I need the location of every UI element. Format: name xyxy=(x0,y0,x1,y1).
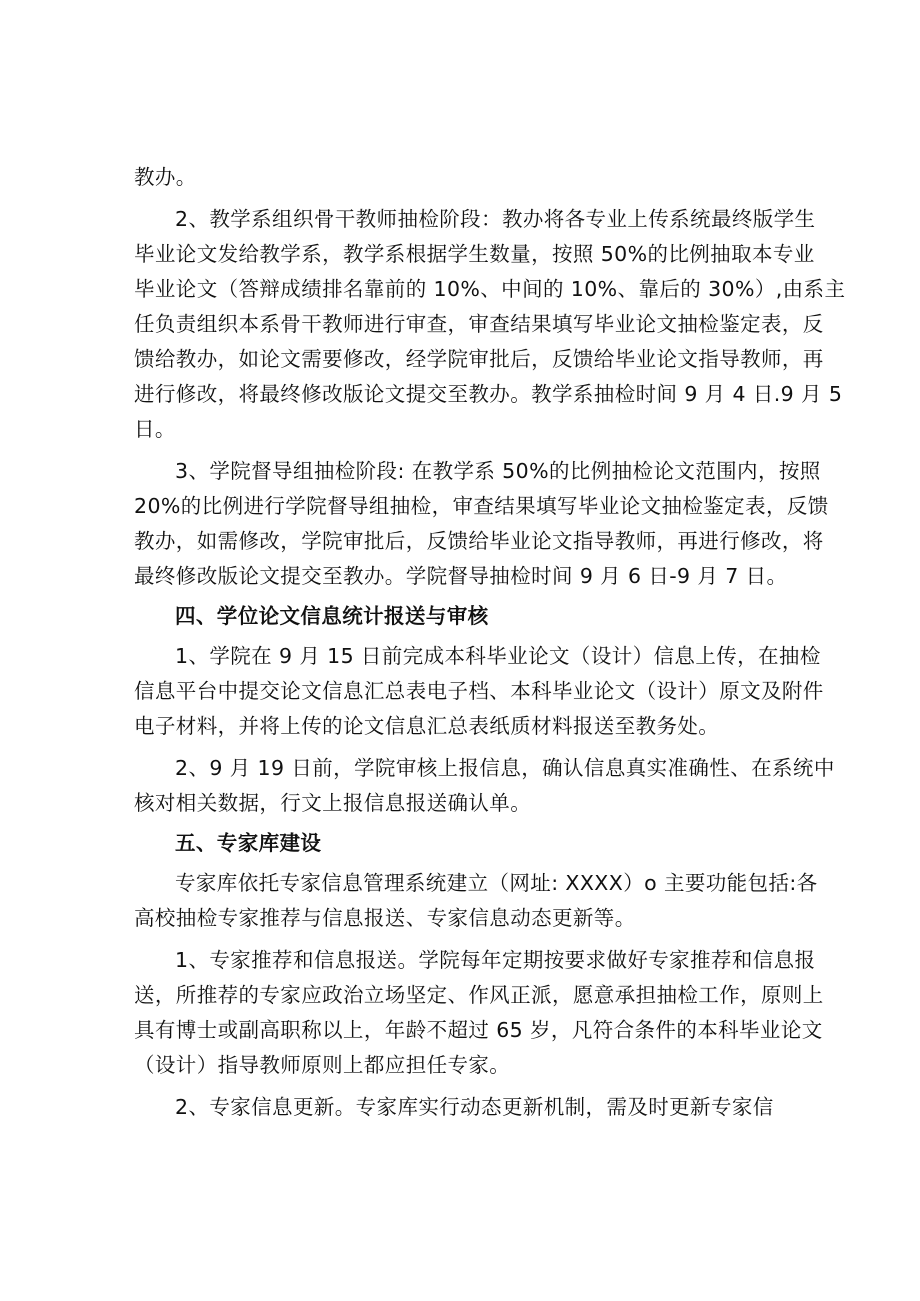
text-line: 1、学院在 9 月 15 日前完成本科毕业论文（设计）信息上传，在抽检 xyxy=(175,644,821,668)
section-heading-5: 五、专家库建设 xyxy=(175,831,322,855)
text-line: 专家库依托专家信息管理系统建立（网址: XXXX）o 主要功能包括:各 xyxy=(175,871,818,895)
text-line: 电子材料，并将上传的论文信息汇总表纸质材料报送至教务处。 xyxy=(134,714,720,738)
text-line: 核对相关数据，行文上报信息报送确认单。 xyxy=(134,791,532,815)
text-line: 1、专家推荐和信息报送。学院每年定期按要求做好专家推荐和信息报 xyxy=(175,948,816,972)
text-line: 2、9 月 19 日前，学院审核上报信息，确认信息真实准确性、在系统中 xyxy=(175,756,835,780)
text-line: 馈给教办，如论文需要修改，经学院审批后，反馈给毕业论文指导教师，再 xyxy=(134,347,824,371)
text-line: 毕业论文发给教学系，教学系根据学生数量，按照 50%的比例抽取本专业 xyxy=(134,242,815,266)
text-line: 进行修改，将最终修改版论文提交至教办。教学系抽检时间 9 月 4 日.9 月 5 xyxy=(134,382,843,406)
text-line: 2、专家信息更新。专家库实行动态更新机制，需及时更新专家信 xyxy=(175,1095,774,1119)
text-line: 送，所推荐的专家应政治立场坚定、作风正派，愿意承担抽检工作，原则上 xyxy=(134,983,824,1007)
text-line: 20%的比例进行学院督导组抽检，审查结果填写毕业论文抽检鉴定表，反馈 xyxy=(134,494,829,518)
text-line: 最终修改版论文提交至教办。学院督导抽检时间 9 月 6 日-9 月 7 日。 xyxy=(134,564,788,588)
text-line: 高校抽检专家推荐与信息报送、专家信息动态更新等。 xyxy=(134,906,636,930)
text-line: 任负责组织本系骨干教师进行审查，审查结果填写毕业论文抽检鉴定表，反 xyxy=(134,312,824,336)
text-line: 3、学院督导组抽检阶段: 在教学系 50%的比例抽检论文范围内，按照 xyxy=(175,459,821,483)
text-line: 教办。 xyxy=(134,165,197,189)
text-line: 毕业论文（答辩成绩排名靠前的 10%、中间的 10%、靠后的 30%）,由系主 xyxy=(134,277,846,301)
text-line: （设计）指导教师原则上都应担任专家。 xyxy=(134,1053,511,1077)
document-page xyxy=(134,160,846,1125)
section-heading-4: 四、学位论文信息统计报送与审核 xyxy=(175,604,489,628)
text-line: 2、教学系组织骨干教师抽检阶段：教办将各专业上传系统最终版学生 xyxy=(175,207,816,231)
text-line: 日。 xyxy=(134,417,176,441)
text-line: 具有博士或副高职称以上，年龄不超过 65 岁，凡符合条件的本科毕业论文 xyxy=(134,1018,823,1042)
text-line: 教办，如需修改，学院审批后，反馈给毕业论文指导教师，再进行修改，将 xyxy=(134,529,824,553)
text-line: 信息平台中提交论文信息汇总表电子档、本科毕业论文（设计）原文及附件 xyxy=(134,679,824,703)
